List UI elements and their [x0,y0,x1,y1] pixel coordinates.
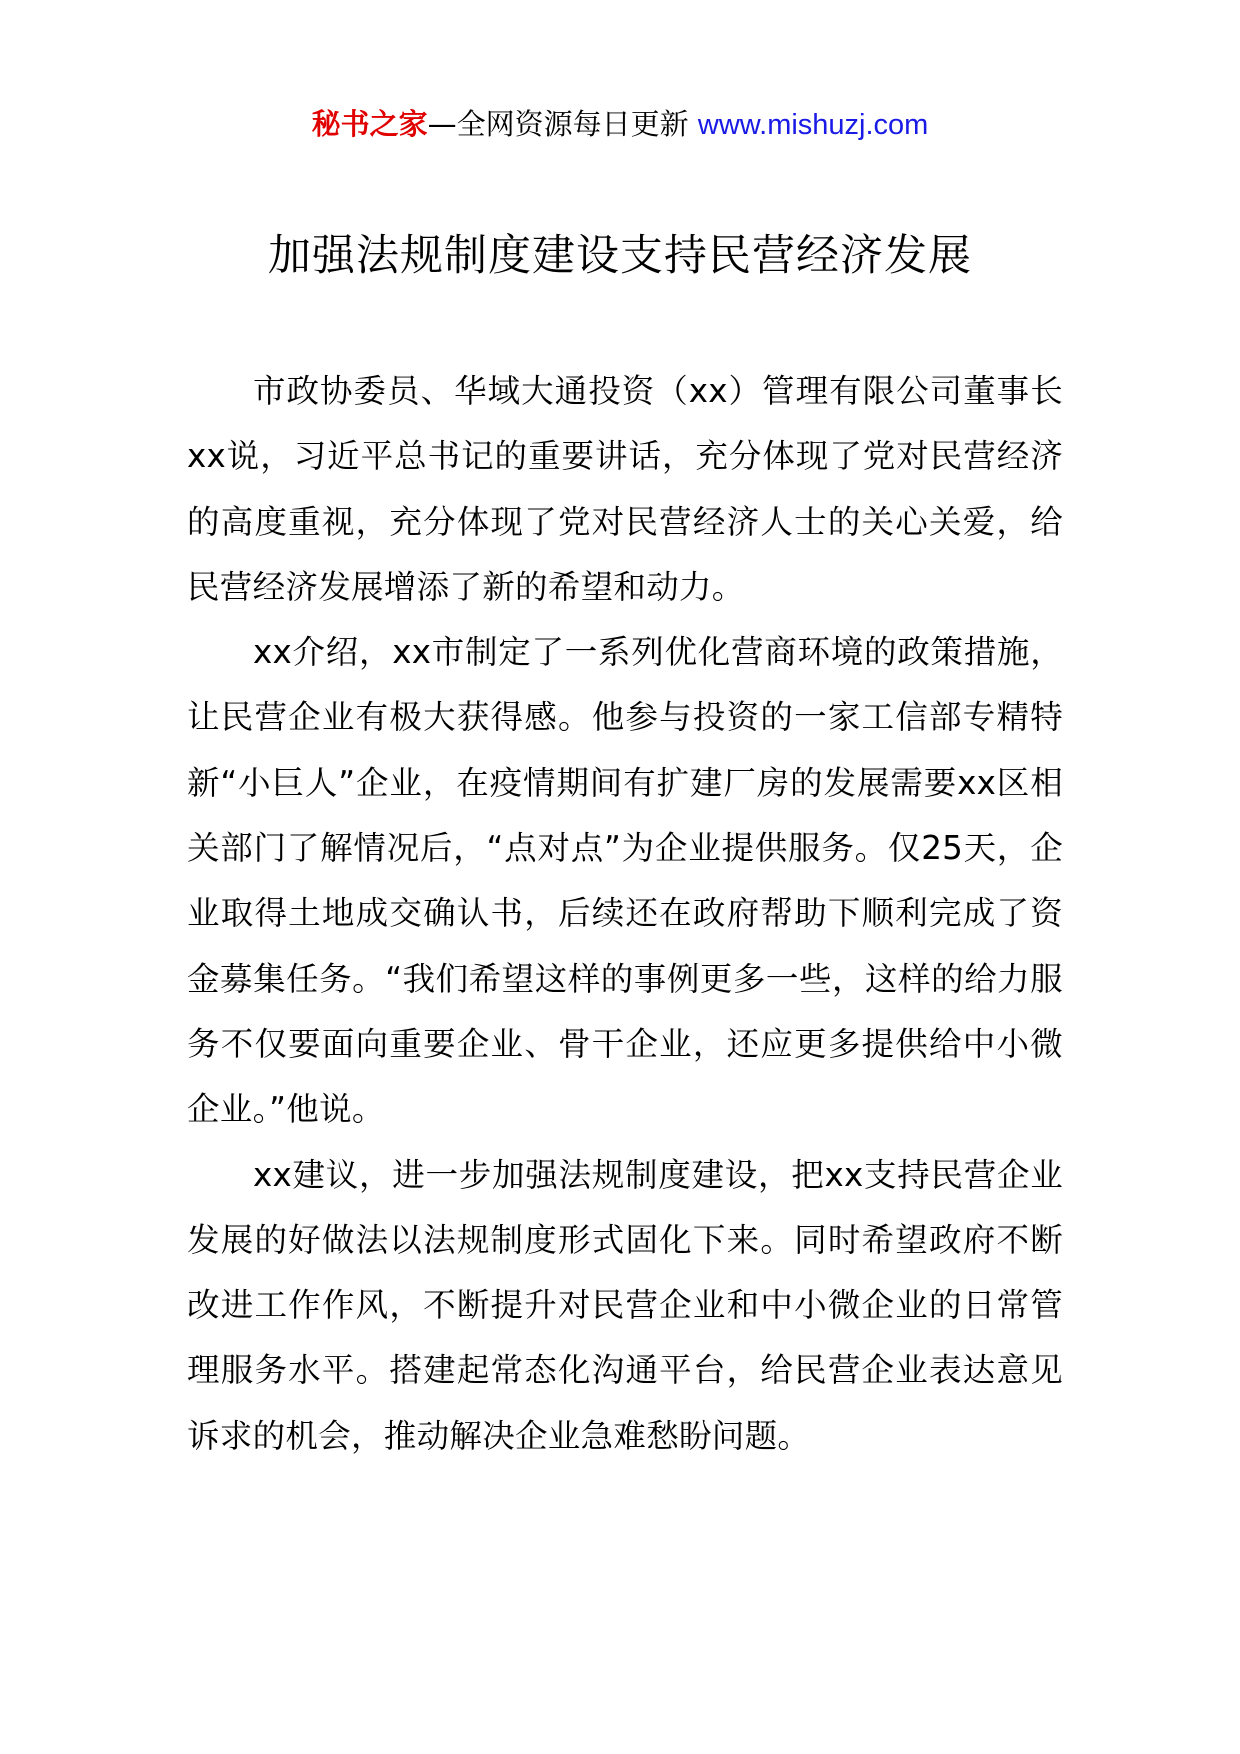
site-url-link[interactable]: www.mishuzj.com [697,109,929,141]
brand-name: 秘书之家 [311,107,428,141]
paragraph: 市政协委员、华域大通投资（xx）管理有限公司董事长xx说，习近平总书记的重要讲话，充分体现了党对民营经济的高度重视，充分体现了党对民营经济人士的关心关爱，给民营经济发展增添了新的希望和动力。 [187,372,1063,606]
paragraph: xx介绍，xx市制定了一系列优化营商环境的政策措施，让民营企业有极大获得感。他参与投资的一家工信部专精特新“小巨人”企业，在疫情期间有扩建厂房的发展需要xx区相关部门了解情况后，“点对点”为企业提供服务。仅25天，企业取得土地成交确认书，后续还在政府帮助下顺利完成了资金募集任务。“我们希望这样的事例更多一些，这样的给力服务不仅要面向重要企业、骨干企业，还应更多提供给中小微企业。”他说。 [187,633,1063,1129]
document-body [187,359,1063,1469]
page-header [0,102,1240,147]
paragraph: xx建议，进一步加强法规制度建设，把xx支持民营企业发展的好做法以法规制度形式固化下来。同时希望政府不断改进工作作风，不断提升对民营企业和中小微企业的日常管理服务水平。搭建起常态化沟通平台，给民营企业表达意见诉求的机会，推动解决企业急难愁盼问题。 [187,1155,1063,1455]
document-title: 加强法规制度建设支持民营经济发展 [268,231,972,281]
header-slogan: —全网资源每日更新 [427,107,689,141]
